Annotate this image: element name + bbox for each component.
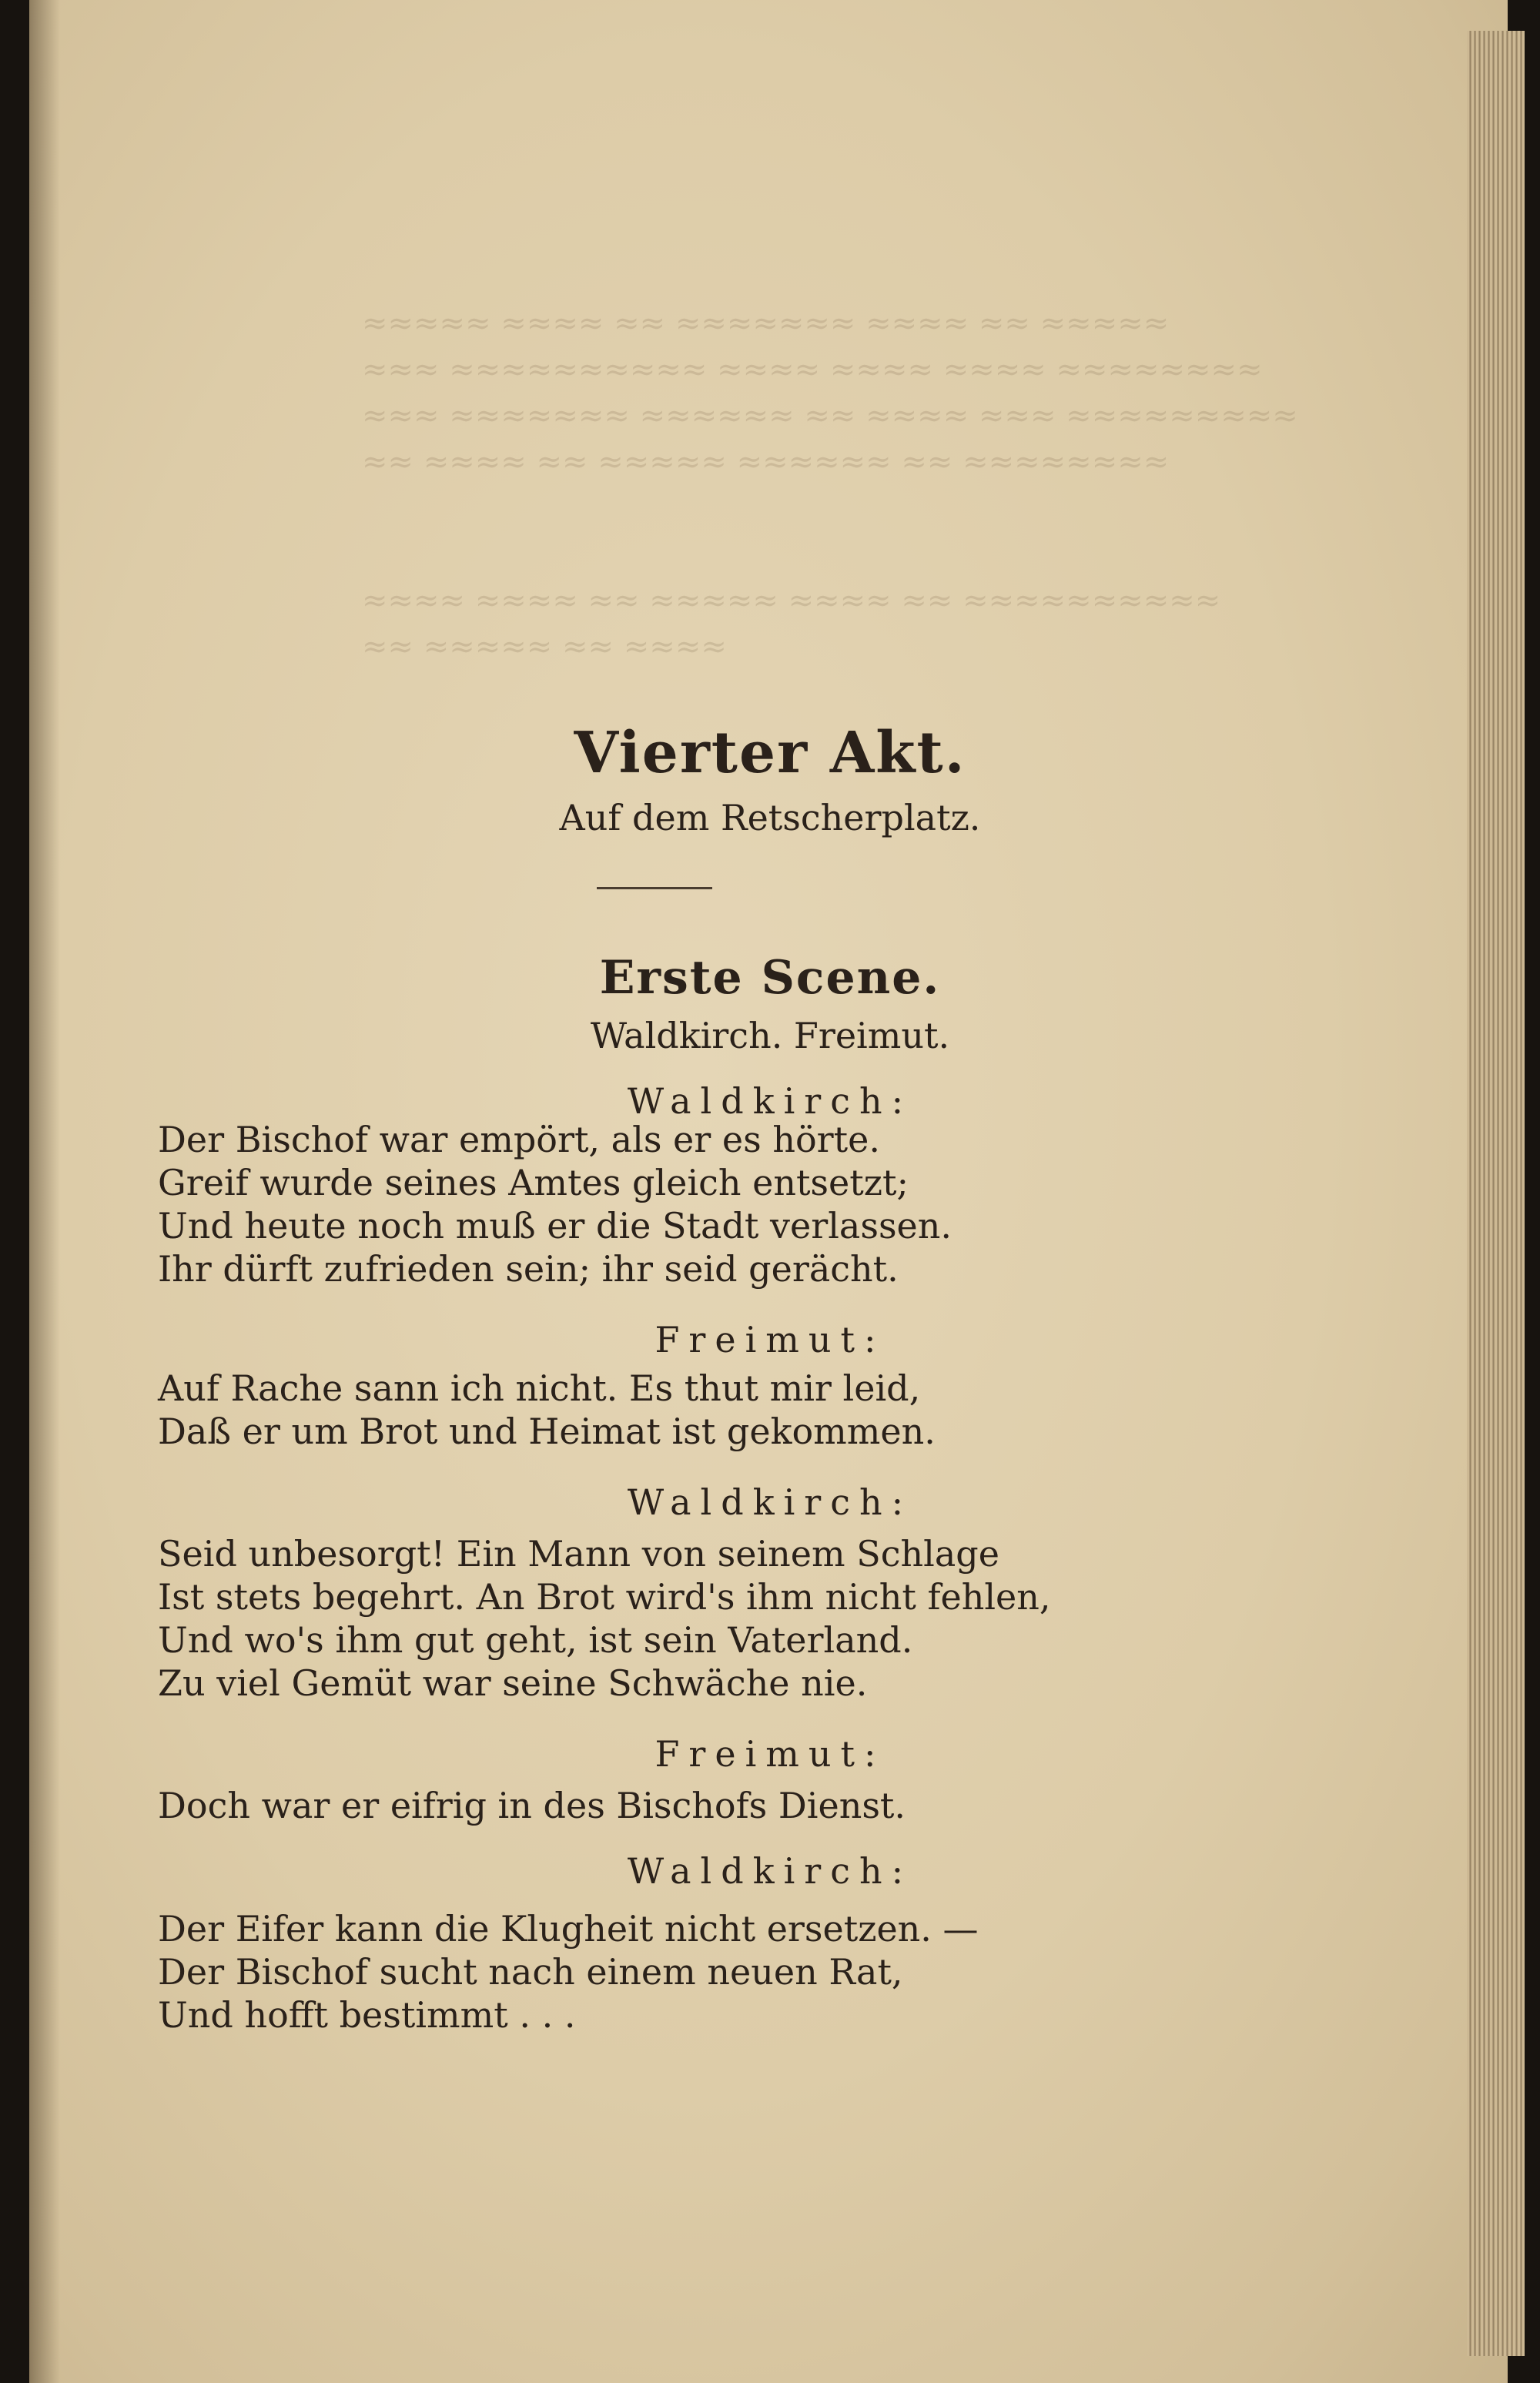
- verse-line: Daß er um Brot und Heimat ist gekommen.: [158, 1411, 936, 1452]
- verse-line: Ist stets begehrt. An Brot wird's ihm nicht fehlen,: [158, 1576, 1051, 1618]
- speaker-label: Waldkirch:: [627, 1080, 913, 1122]
- act-title: Vierter Akt.: [574, 720, 966, 786]
- verse-line: Greif wurde seines Amtes gleich entsetzt;: [158, 1162, 909, 1203]
- verse-line: Der Bischof war empört, als er es hörte.: [158, 1119, 880, 1160]
- verse-line: Zu viel Gemüt war seine Schwäche nie.: [158, 1662, 868, 1704]
- verse-line: Und wo's ihm gut geht, ist sein Vaterland.: [158, 1619, 913, 1661]
- speaker-label: Waldkirch:: [627, 1850, 913, 1892]
- speaker-label: Waldkirch:: [627, 1481, 913, 1523]
- verse-line: Auf Rache sann ich nicht. Es thut mir leid,: [158, 1367, 921, 1409]
- verse-line: Seid unbesorgt! Ein Mann von seinem Schlage: [158, 1533, 999, 1575]
- scene-title: Erste Scene.: [599, 951, 941, 1005]
- verse-line: Doch war er eifrig in des Bischofs Dienst.: [158, 1785, 906, 1826]
- verse-line: Und hofft bestimmt . . .: [158, 1994, 576, 2036]
- scene-characters: Waldkirch. Freimut.: [590, 1015, 950, 1056]
- verse-line: Der Bischof sucht nach einem neuen Rat,: [158, 1951, 903, 1993]
- speaker-label: Freimut:: [654, 1733, 886, 1775]
- verse-line: Der Eifer kann die Klugheit nicht ersetzen. —: [158, 1908, 979, 1950]
- act-setting: Auf dem Retscherplatz.: [559, 797, 981, 838]
- section-divider: [597, 887, 712, 889]
- verse-line: Und heute noch muß er die Stadt verlassen.: [158, 1205, 952, 1247]
- verse-line: Ihr dürft zufrieden sein; ihr seid gerächt.: [158, 1248, 899, 1290]
- show-through-texture: ≈≈≈≈≈ ≈≈≈≈ ≈≈ ≈≈≈≈≈≈≈ ≈≈≈≈ ≈≈ ≈≈≈≈≈ ≈≈≈ ≈≈≈≈≈≈≈≈≈≈ ≈≈≈≈ ≈≈≈≈ ≈≈≈≈ ≈≈≈≈≈≈≈≈ ≈≈≈ ≈≈≈≈≈≈≈ ≈≈≈≈≈≈ ≈≈ ≈≈≈≈ ≈≈≈ ≈≈ ≈≈≈≈ ≈≈ ≈≈≈≈≈ ≈≈≈≈≈≈ ≈≈ ≈≈≈≈≈≈≈≈ ≈≈≈≈ ≈≈≈≈ ≈≈ ≈≈≈≈≈ ≈≈≈≈ ≈≈ ≈≈≈≈≈≈≈≈≈≈ ≈≈ ≈≈≈≈≈ ≈≈ ≈≈≈≈: [362, 306, 1263, 664]
- speaker-label: Freimut:: [654, 1319, 886, 1361]
